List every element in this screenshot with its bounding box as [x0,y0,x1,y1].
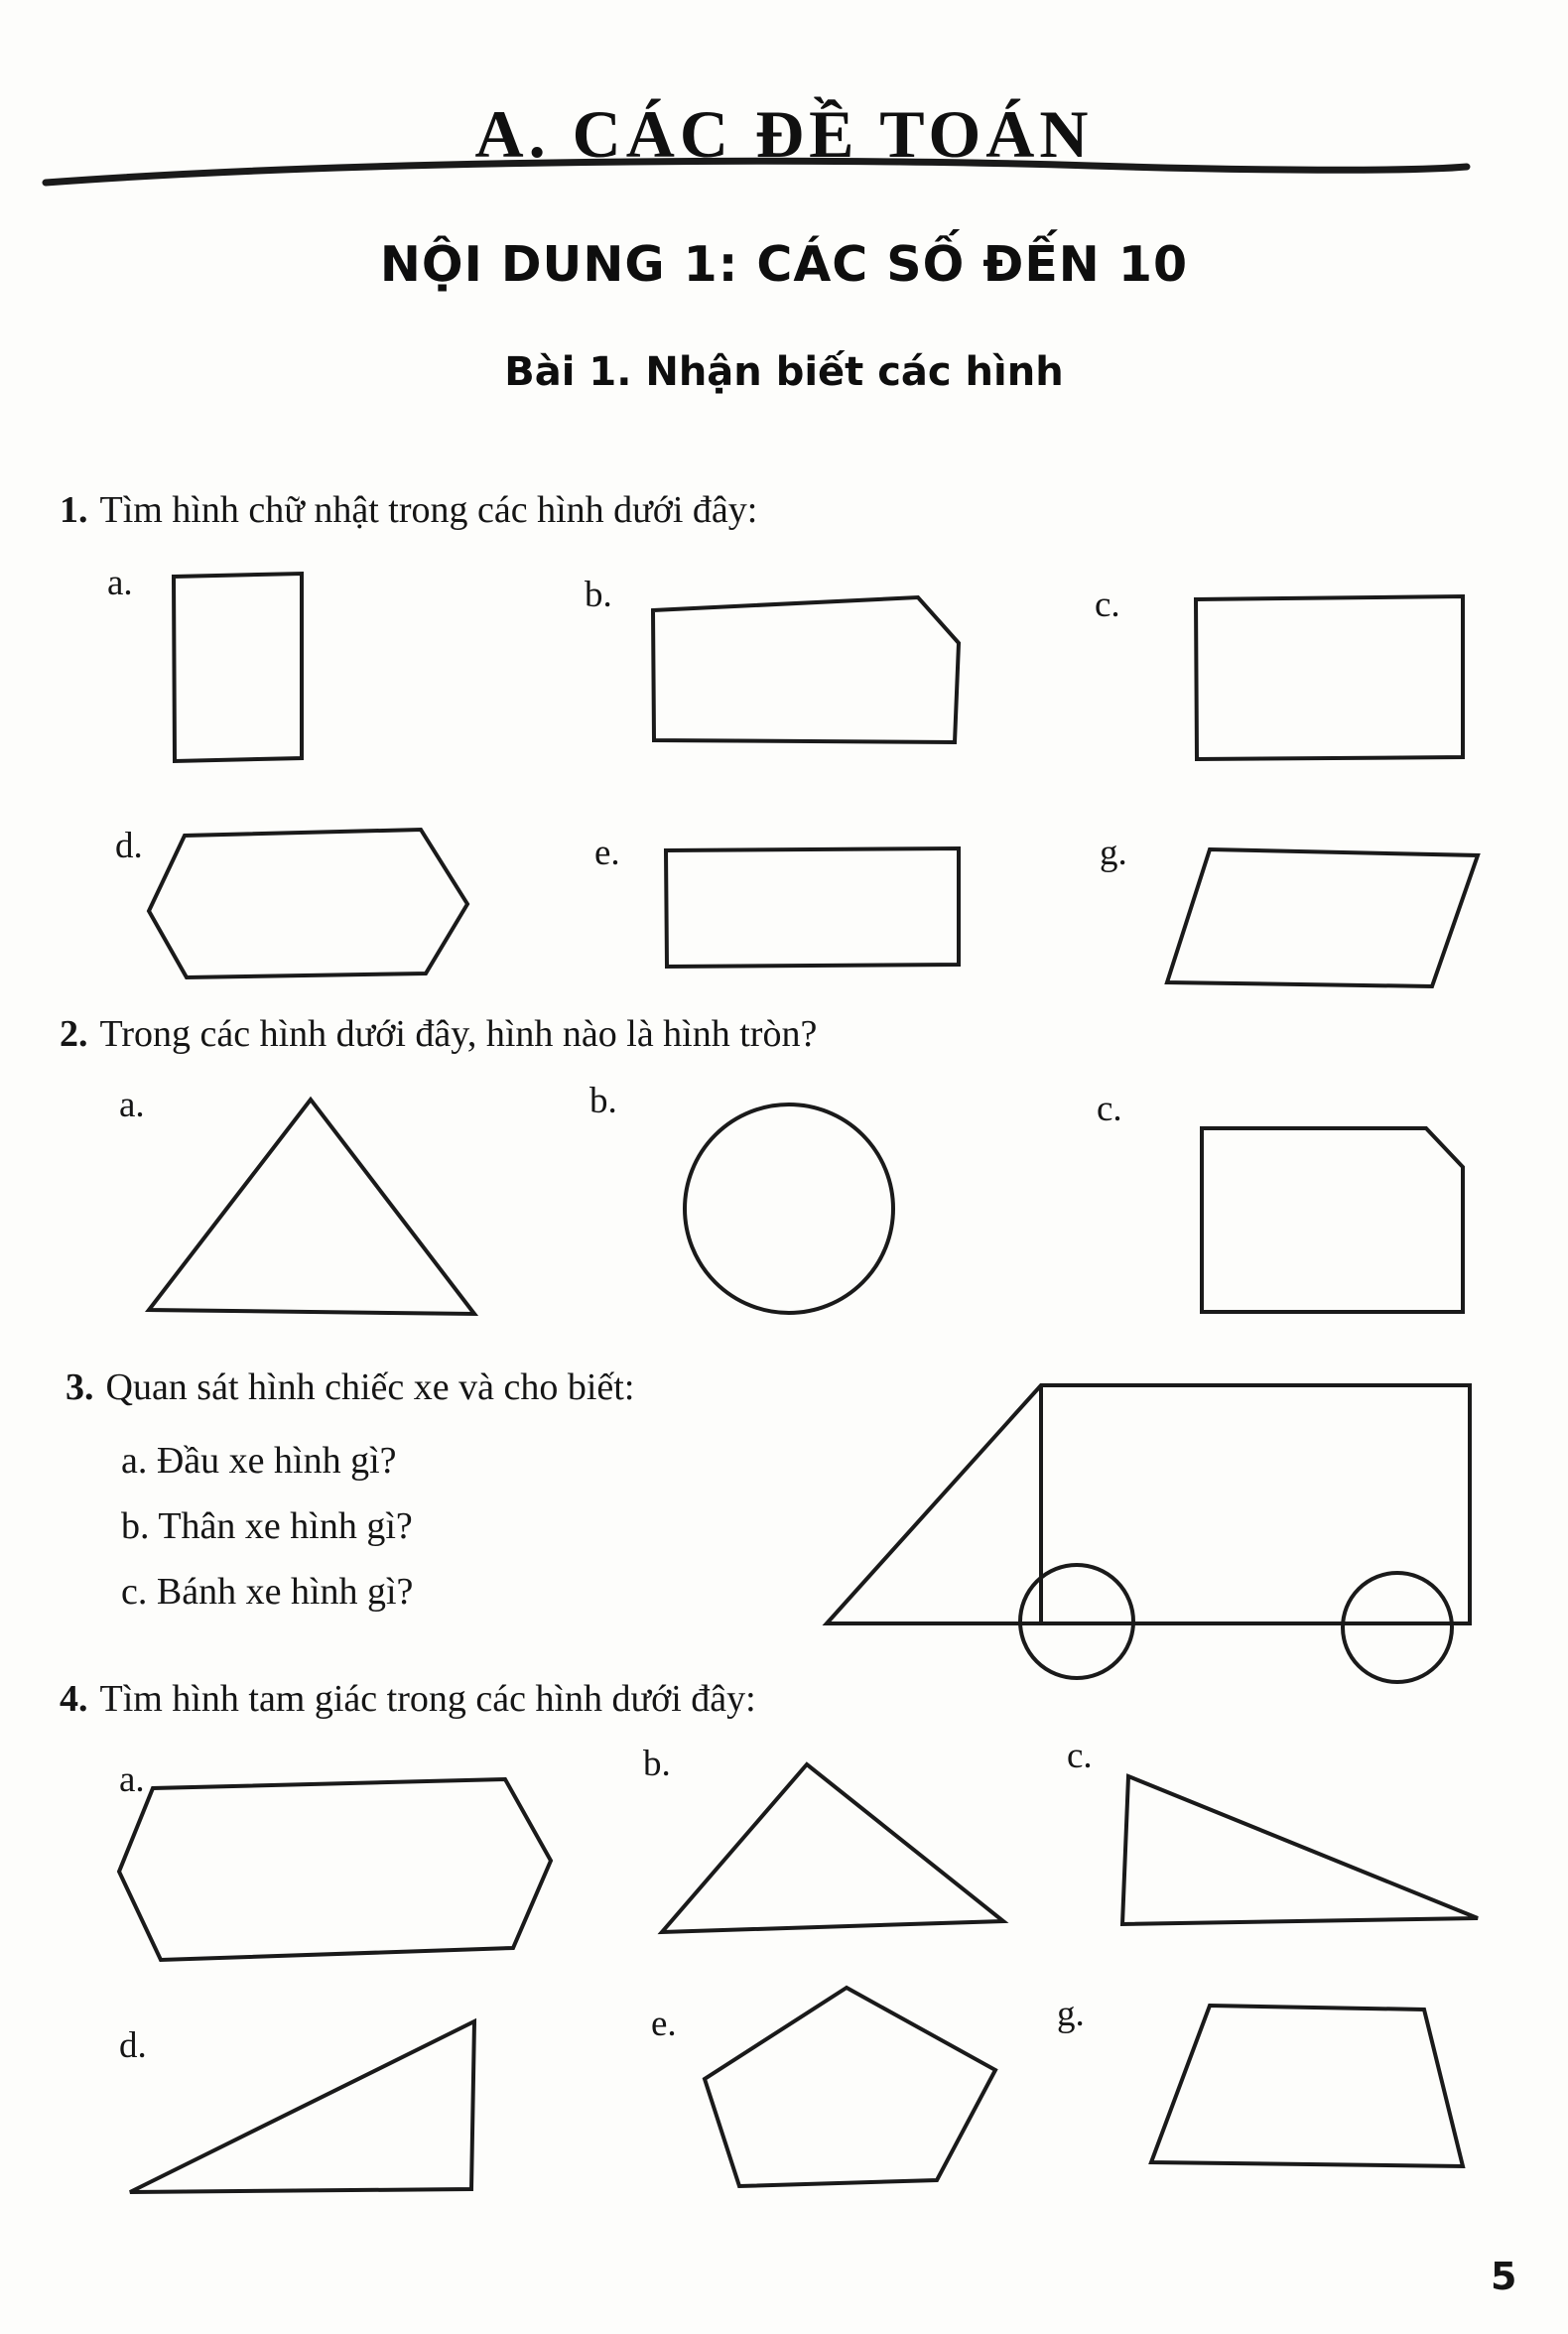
q4-shape-e-pentagon [705,1988,995,2186]
q4-shape-g-trapezoid [1151,2006,1463,2166]
q4-item-b-label: b. [643,1744,671,1784]
q1-item-a-label: a. [107,563,133,603]
q4-shape-c-right-triangle [1122,1776,1478,1924]
question-4-text: Tìm hình tam giác trong các hình dưới đây: [99,1678,756,1720]
q2-item-c-label: c. [1097,1089,1122,1129]
q1-shape-g-parallelogram [1167,849,1478,986]
q4-shape-b-triangle [662,1764,1003,1932]
q1-item-g-label: g. [1100,833,1127,873]
question-2 [60,1012,817,1058]
lesson-heading: Bài 1. Nhận biết các hình [504,349,1064,395]
question-3 [65,1365,634,1411]
q1-item-b-label: b. [585,575,612,615]
q1-shape-e-rectangle-landscape [666,848,959,967]
q4-shape-d-right-triangle [130,2021,474,2192]
q1-shape-d-hexagon-elongated [149,830,467,977]
question-2-number: 2. [60,1013,88,1055]
q4-shape-a-hexagon-elongated [119,1779,551,1960]
truck-outline [827,1385,1470,1623]
q1-shape-a-rectangle-portrait [174,574,302,761]
q2-item-a-label: a. [119,1085,145,1125]
q4-item-d-label: d. [119,2025,147,2066]
question-3-number: 3. [65,1366,94,1408]
q2-shape-c-rectangle-clipped-corner [1202,1128,1463,1312]
q2-shape-a-triangle [149,1100,474,1314]
question-1-text: Tìm hình chữ nhật trong các hình dưới đây: [99,489,758,531]
truck-wheel-rear [1343,1573,1452,1682]
q4-item-a-label: a. [119,1759,145,1800]
question-4-number: 4. [60,1678,88,1720]
question-2-text: Trong các hình dưới đây, hình nào là hình tròn? [99,1013,818,1055]
q2-item-b-label: b. [589,1081,617,1121]
q1-item-c-label: c. [1095,584,1120,625]
question-3-sub-b: b. Thân xe hình gì? [121,1505,413,1547]
q4-item-c-label: c. [1067,1736,1093,1776]
q2-shape-b-circle [685,1104,893,1313]
q4-item-e-label: e. [651,2004,677,2044]
page-number: 5 [1491,2255,1517,2298]
q1-item-e-label: e. [594,833,620,873]
q1-item-d-label: d. [115,826,143,866]
question-3-sub-a: a. Đầu xe hình gì? [121,1440,397,1482]
page-title: A. CÁC ĐỀ TOÁN [474,96,1094,172]
q1-shape-c-rectangle-landscape [1196,596,1463,759]
section-heading: NỘI DUNG 1: CÁC SỐ ĐẾN 10 [379,236,1189,293]
q4-item-g-label: g. [1057,1994,1085,2034]
question-1 [60,488,757,534]
question-1-number: 1. [60,489,88,531]
question-4 [60,1677,756,1723]
question-3-text: Quan sát hình chiếc xe và cho biết: [105,1366,635,1408]
q1-shape-b-rectangle-clipped-corner [653,597,959,742]
truck-wheel-front [1020,1565,1133,1678]
truck-figure [827,1385,1470,1682]
question-3-sub-c: c. Bánh xe hình gì? [121,1571,414,1613]
